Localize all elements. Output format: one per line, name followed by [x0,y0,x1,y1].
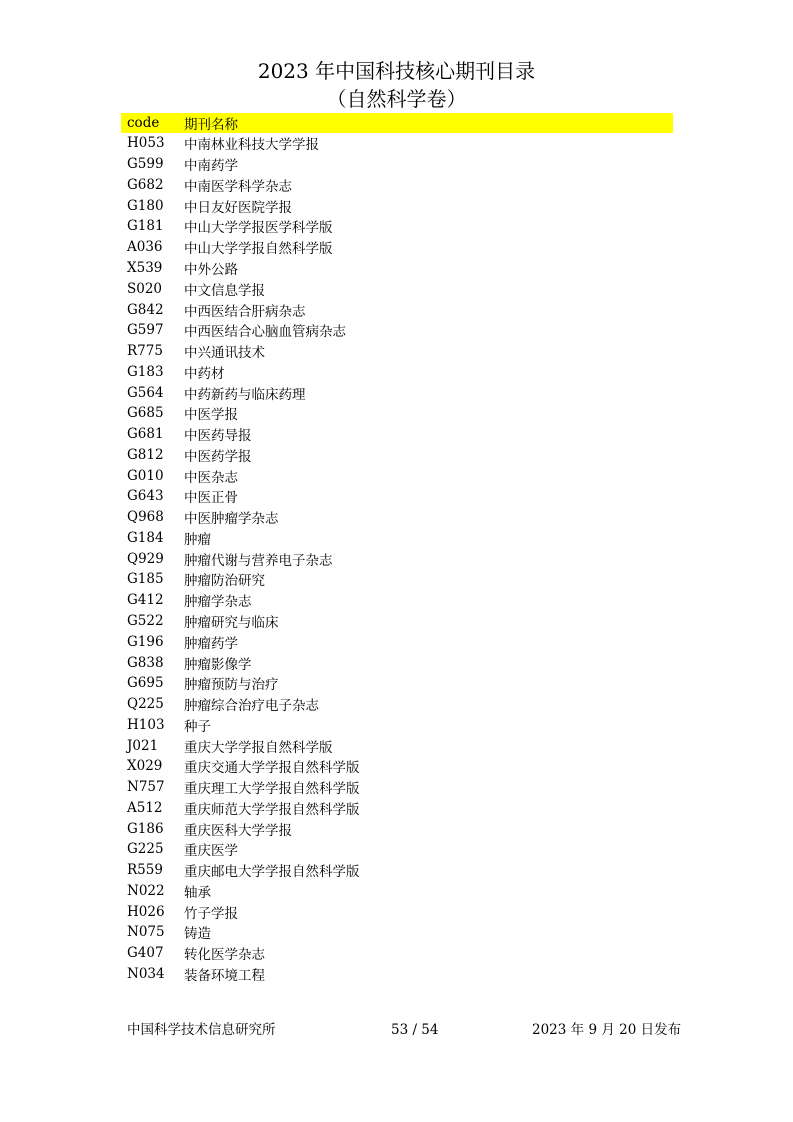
journal-code: G010 [127,467,164,484]
table-row [121,299,673,320]
journal-code: G184 [127,529,164,546]
table-row [121,424,673,445]
journal-name: 肿瘤防治研究 [184,573,265,590]
journal-code: G181 [127,218,164,235]
table-row [121,735,673,756]
journal-code: Q968 [127,509,164,526]
journal-code: G599 [127,156,164,173]
header-name: 期刊名称 [184,117,238,133]
journal-table [121,113,673,984]
journal-name: 中山大学学报医学科学版 [184,220,333,237]
journal-name: 中药材 [184,365,225,382]
table-row [121,465,673,486]
journal-name: 中外公路 [184,261,238,278]
journal-code: R775 [127,343,163,360]
table-row [121,237,673,258]
table-row [121,341,673,362]
journal-code: N075 [127,924,165,941]
table-row [121,361,673,382]
journal-name: 竹子学报 [184,905,238,922]
table-row [121,714,673,735]
journal-code: G842 [127,301,164,318]
journal-name: 铸造 [184,926,211,943]
journal-name: 中医药学报 [184,448,252,465]
journal-code: J021 [127,737,159,754]
journal-name: 中南药学 [184,158,238,175]
journal-name: 中医学报 [184,407,238,424]
journal-name: 装备环境工程 [184,968,265,984]
document-subtitle: （自然科学卷） [326,87,467,111]
journal-code: R559 [127,862,163,879]
journal-name: 肿瘤学杂志 [184,594,252,611]
journal-code: G180 [127,197,164,214]
journal-name: 肿瘤预防与治疗 [184,677,279,694]
journal-code: G564 [127,384,164,401]
journal-name: 中西医结合心脑血管病杂志 [184,324,346,341]
journal-name: 中医正骨 [184,490,238,507]
journal-name: 中药新药与临床药理 [184,386,306,403]
table-row [121,195,673,216]
table-row [121,382,673,403]
table-row [121,860,673,881]
table-row [121,673,673,694]
journal-name: 重庆医科大学学报 [184,822,292,839]
table-row [121,133,673,154]
journal-name: 转化医学杂志 [184,947,265,964]
table-row [121,216,673,237]
journal-name: 轴承 [184,884,211,901]
table-row [121,320,673,341]
journal-name: 肿瘤药学 [184,635,238,652]
journal-code: A036 [127,239,163,256]
table-header-row [121,113,673,133]
journal-name: 中南医学科学杂志 [184,178,292,195]
journal-name: 重庆大学学报自然科学版 [184,739,333,756]
table-row [121,839,673,860]
journal-name: 肿瘤综合治疗电子杂志 [184,698,319,715]
journal-name: 肿瘤影像学 [184,656,252,673]
table-row [121,403,673,424]
header-code: code [127,115,160,131]
table-row [121,154,673,175]
table-row [121,943,673,964]
journal-code: G812 [127,446,164,463]
journal-name: 重庆理工大学学报自然科学版 [184,781,360,798]
journal-name: 中兴通讯技术 [184,345,265,362]
journal-name: 肿瘤代谢与营养电子杂志 [184,552,333,569]
journal-code: G685 [127,405,164,422]
table-row [121,278,673,299]
table-row [121,756,673,777]
table-row [121,258,673,279]
journal-name: 中医药导报 [184,428,252,445]
journal-name: 中日友好医院学报 [184,199,292,216]
journal-code: G681 [127,426,164,443]
table-row [121,569,673,590]
journal-code: G186 [127,820,164,837]
journal-code: G412 [127,592,164,609]
journal-name: 重庆医学 [184,843,238,860]
journal-code: S020 [127,280,163,297]
table-row [121,798,673,819]
journal-name: 中西医结合肝病杂志 [184,303,306,320]
journal-code: G643 [127,488,164,505]
journal-code: G407 [127,945,164,962]
table-row [121,901,673,922]
journal-name: 肿瘤 [184,531,211,548]
document-title: 2023 年中国科技核心期刊目录 [257,59,536,83]
journal-code: N757 [127,779,165,796]
journal-name: 中医杂志 [184,469,238,486]
table-row [121,590,673,611]
journal-name: 中医肿瘤学杂志 [184,511,279,528]
journal-name: 重庆邮电大学学报自然科学版 [184,864,360,881]
journal-code: G597 [127,322,164,339]
table-row [121,631,673,652]
table-row [121,528,673,549]
journal-name: 中文信息学报 [184,282,265,299]
table-row [121,175,673,196]
journal-code: Q225 [127,696,164,713]
table-row [121,777,673,798]
journal-code: N034 [127,966,165,982]
table-body [121,133,673,984]
table-row [121,881,673,902]
journal-code: N022 [127,882,165,899]
journal-name: 重庆交通大学学报自然科学版 [184,760,360,777]
table-row [121,548,673,569]
table-row [121,507,673,528]
journal-code: Q929 [127,550,164,567]
table-row [121,818,673,839]
journal-code: H103 [127,716,165,733]
table-row [121,922,673,943]
table-row [121,611,673,632]
table-row [121,486,673,507]
journal-name: 肿瘤研究与临床 [184,614,279,631]
footer-organization: 中国科学技术信息研究所 [127,1022,276,1038]
footer-page-number: 53 / 54 [391,1022,439,1038]
journal-name: 种子 [184,718,211,735]
journal-code: G196 [127,633,164,650]
table-row [121,694,673,715]
journal-name: 中南林业科技大学学报 [184,137,319,154]
journal-code: X029 [127,758,163,775]
table-row [121,964,673,985]
journal-code: A512 [127,799,163,816]
journal-code: G185 [127,571,164,588]
journal-code: G522 [127,612,164,629]
journal-code: G225 [127,841,164,858]
journal-code: G695 [127,675,164,692]
footer-publish-date: 2023 年 9 月 20 日发布 [532,1022,682,1038]
journal-code: H053 [127,135,165,152]
journal-code: G838 [127,654,164,671]
journal-code: G682 [127,176,164,193]
table-row [121,444,673,465]
journal-code: X539 [127,259,163,276]
journal-code: H026 [127,903,165,920]
table-row [121,652,673,673]
journal-name: 重庆师范大学学报自然科学版 [184,801,360,818]
journal-code: G183 [127,363,164,380]
journal-name: 中山大学学报自然科学版 [184,241,333,258]
